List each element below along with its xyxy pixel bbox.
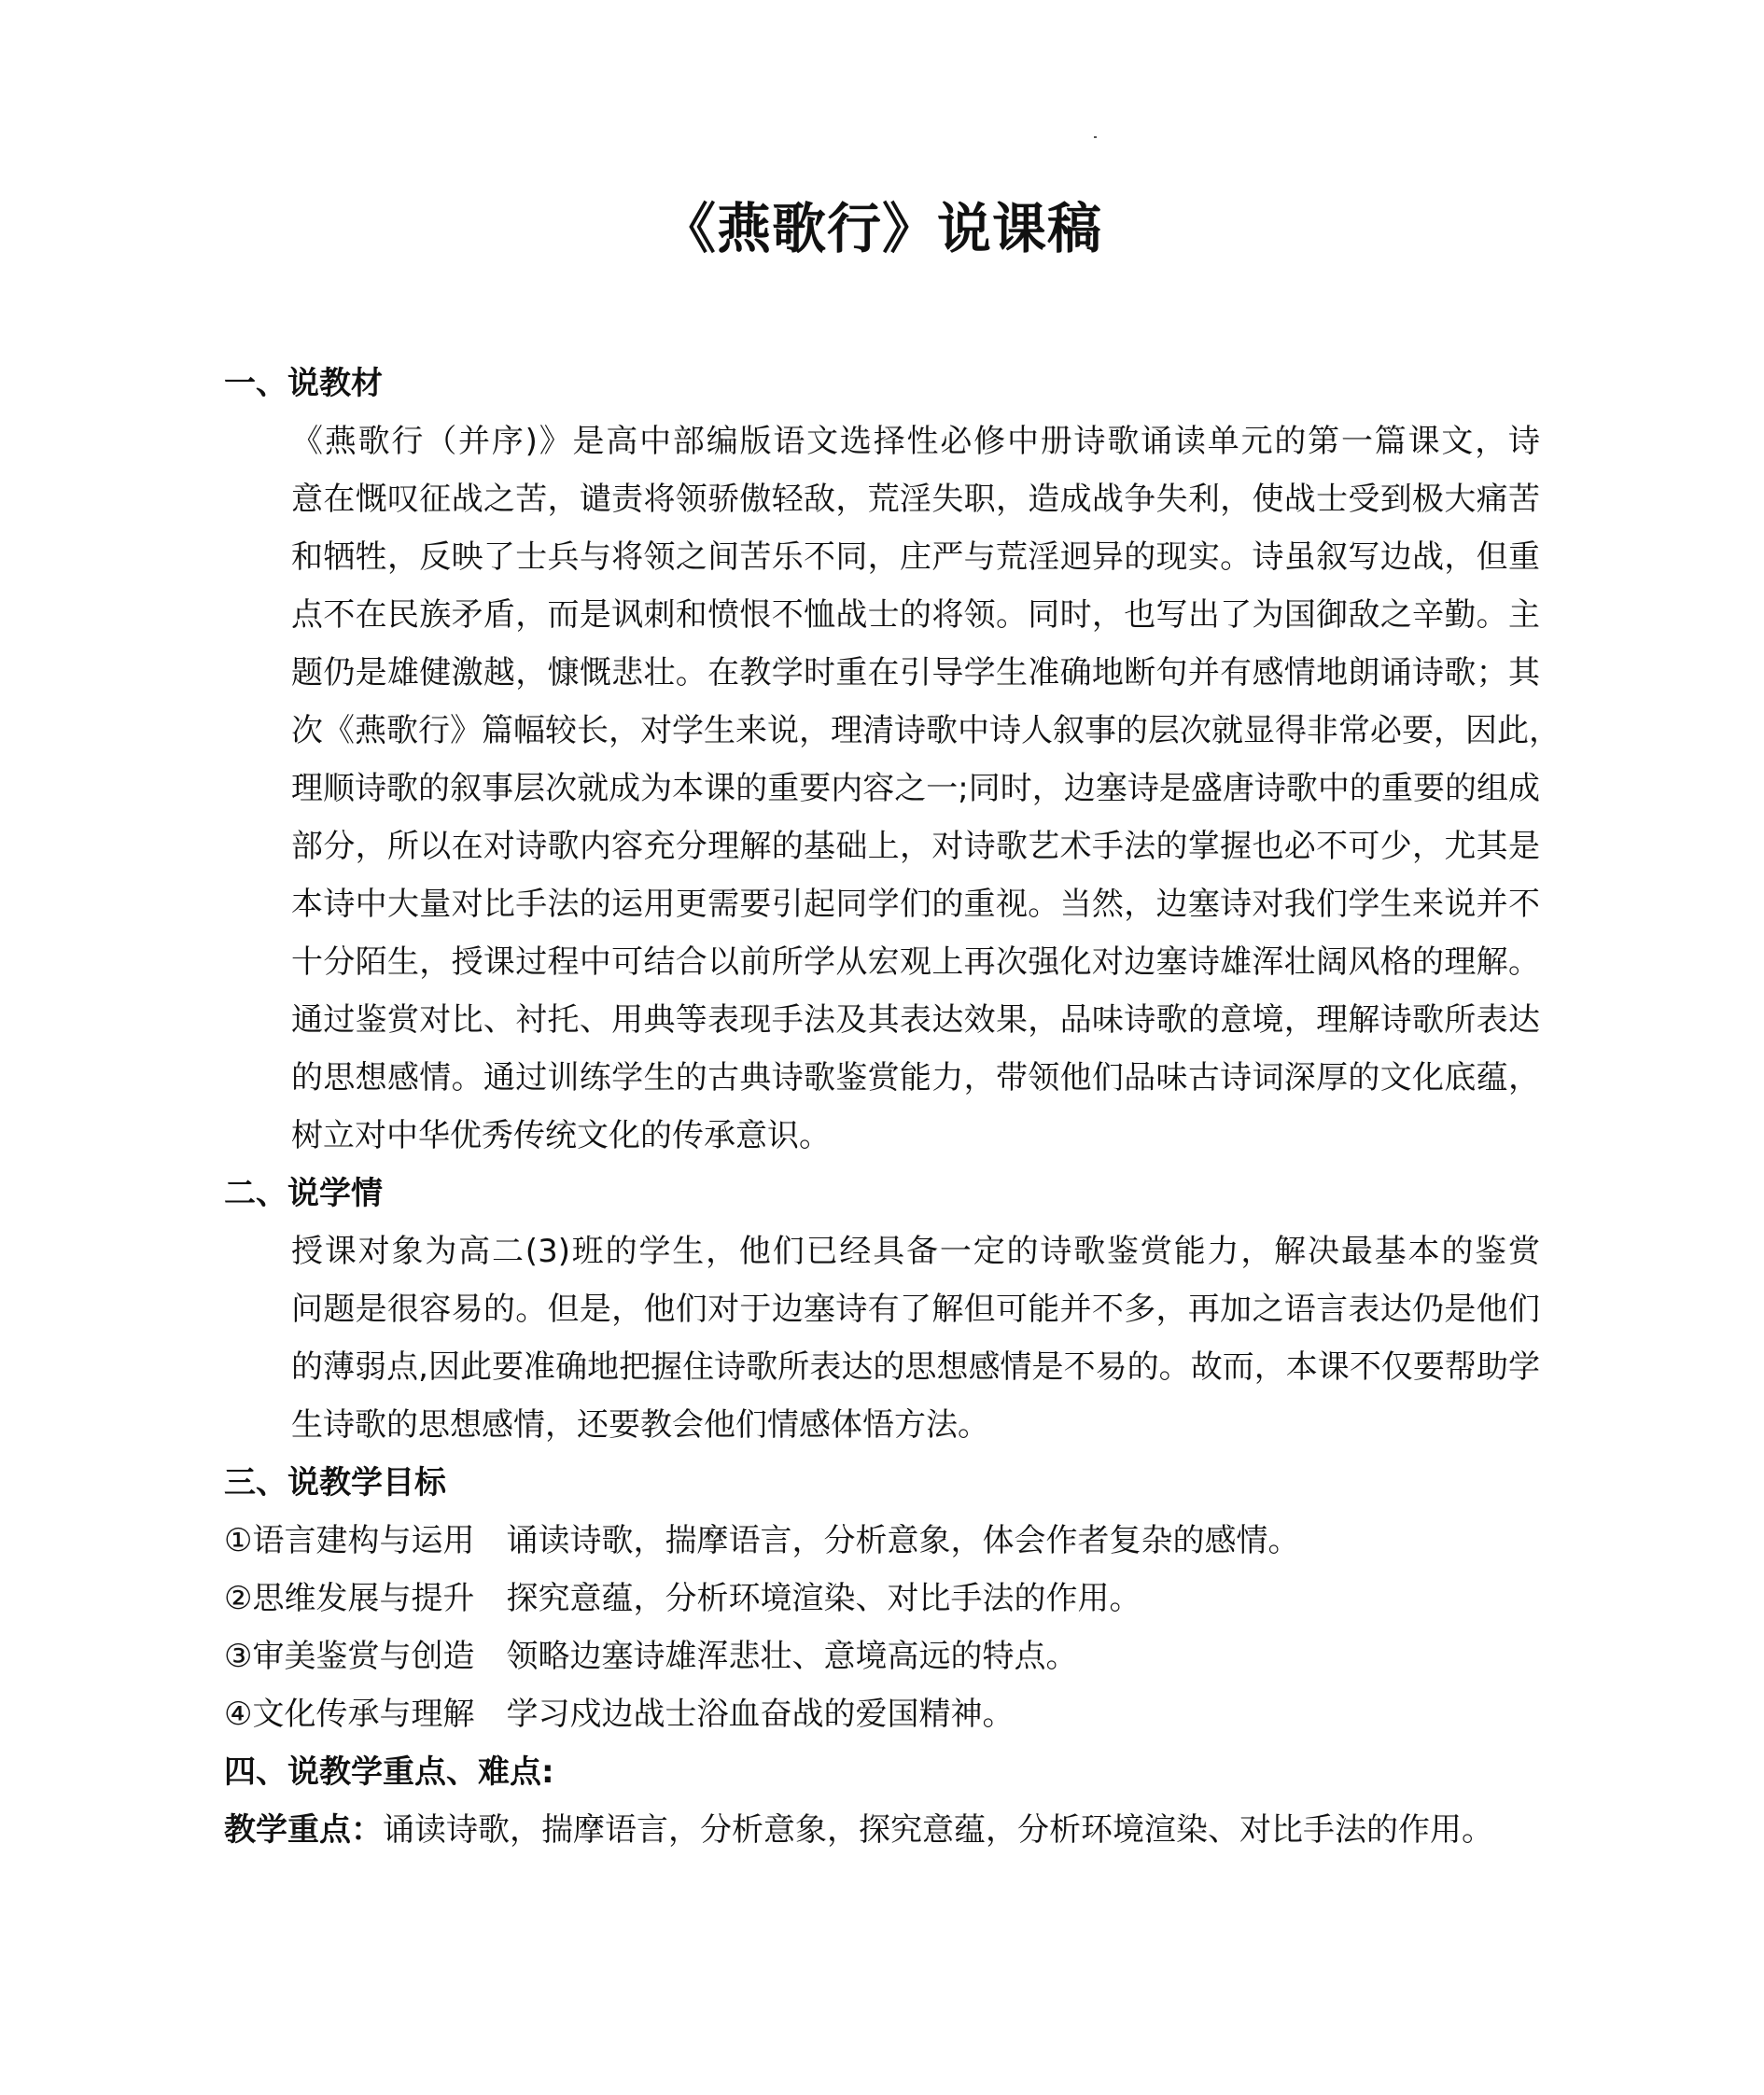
paragraph-line: 和牺牲，反映了士兵与将领之间苦乐不同，庄严与荒淫迥异的现实。诗虽叙写边战，但重 (291, 538, 1540, 576)
section-heading-textbook: 一、说教材 (224, 365, 383, 402)
key-point-text: 诵读诗歌，揣摩语言，分析意象，探究意蕴，分析环境渲染、对比手法的作用。 (383, 1811, 1493, 1849)
section-heading-goals: 三、说教学目标 (224, 1464, 446, 1501)
goal-item (224, 1570, 1540, 1627)
paragraph-textbook (224, 412, 1561, 1165)
paragraph-line: 《燕歌行（并序)》是高中部编版语文选择性必修中册诗歌诵读单元的第一篇课文，诗 (291, 423, 1540, 460)
goal-item (224, 1512, 1540, 1570)
key-point-label: 教学重点： (224, 1811, 383, 1849)
goal-label: ④文化传承与理解 (224, 1696, 475, 1733)
goal-text: 诵读诗歌，揣摩语言，分析意象，体会作者复杂的感情。 (506, 1522, 1300, 1559)
paragraph-line: 的思想感情。通过训练学生的古典诗歌鉴赏能力，带领他们品味古诗词深厚的文化底蕴， (291, 1059, 1540, 1096)
goal-label: ③审美鉴赏与创造 (224, 1638, 475, 1675)
paragraph-line: 理顺诗歌的叙事层次就成为本课的重要内容之一;同时，边塞诗是盛唐诗歌中的重要的组成 (291, 770, 1540, 807)
section-heading-key-points: 四、说教学重点、难点: (224, 1753, 554, 1791)
goal-label: ②思维发展与提升 (224, 1580, 475, 1617)
paragraph-line: 十分陌生，授课过程中可结合以前所学从宏观上再次强化对边塞诗雄浑壮阔风格的理解。 (291, 943, 1540, 981)
paragraph-line: 的薄弱点,因此要准确地把握住诗歌所表达的思想感情是不易的。故而，本课不仅要帮助学 (291, 1348, 1540, 1386)
paragraph-line: 题仍是雄健激越，慷慨悲壮。在教学时重在引导学生准确地断句并有感情地朗诵诗歌；其 (291, 654, 1540, 691)
key-point-line (224, 1801, 1540, 1859)
paragraph-line: 问题是很容易的。但是，他们对于边塞诗有了解但可能并不多，再加之语言表达仍是他们 (291, 1291, 1540, 1328)
paragraph-line: 点不在民族矛盾，而是讽刺和愤恨不恤战士的将领。同时，也写出了为国御敌之辛勤。主 (291, 596, 1540, 634)
paragraph-line: 通过鉴赏对比、衬托、用典等表现手法及其表达效果，品味诗歌的意境，理解诗歌所表达 (291, 1001, 1540, 1039)
paragraph-line: 意在慨叹征战之苦，谴责将领骄傲轻敌，荒淫失职，造成战争失利，使战士受到极大痛苦 (291, 481, 1540, 518)
goal-text: 学习戍边战士浴血奋战的爱国精神。 (506, 1696, 1015, 1733)
paragraph-line: 次《燕歌行》篇幅较长，对学生来说，理清诗歌中诗人叙事的层次就显得非常必要，因此， (291, 712, 1561, 749)
paragraph-line: 授课对象为高二(3)班的学生，他们已经具备一定的诗歌鉴赏能力，解决最基本的鉴赏 (291, 1233, 1540, 1270)
goal-text: 探究意蕴，分析环境渲染、对比手法的作用。 (506, 1580, 1141, 1617)
goal-item (224, 1627, 1540, 1685)
goal-item (224, 1685, 1540, 1743)
paragraph-students (224, 1222, 1540, 1454)
document-title: 《燕歌行》说课稿 (661, 197, 1102, 260)
document-body (224, 355, 1561, 1859)
paragraph-line: 本诗中大量对比手法的运用更需要引起同学们的重视。当然，边塞诗对我们学生来说并不 (291, 886, 1540, 923)
goal-text: 领略边塞诗雄浑悲壮、意境高远的特点。 (506, 1638, 1078, 1675)
page-mark (1094, 136, 1097, 138)
paragraph-line: 树立对中华优秀传统文化的传承意识。 (291, 1117, 831, 1154)
paragraph-line: 部分，所以在对诗歌内容充分理解的基础上，对诗歌艺术手法的掌握也必不可少，尤其是 (291, 828, 1540, 865)
paragraph-line: 生诗歌的思想感情，还要教会他们情感体悟方法。 (291, 1406, 989, 1444)
section-heading-students: 二、说学情 (224, 1175, 383, 1212)
goal-label: ①语言建构与运用 (224, 1522, 475, 1559)
